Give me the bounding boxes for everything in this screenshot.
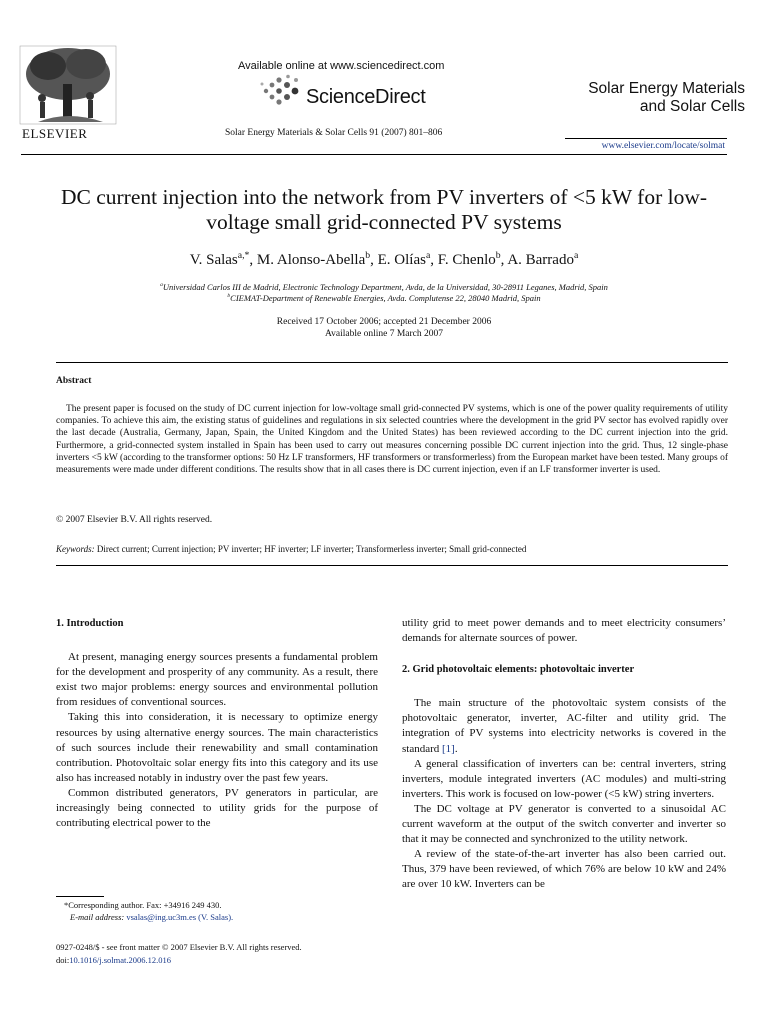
affiliations bbox=[30, 282, 738, 304]
affiliation-a: $^a$Universidad Carlos III de Madrid, Electronic Technology Department, Avda, de la Universidad, 30-28911 Leganes, Madrid, Spain bbox=[160, 282, 608, 292]
sciencedirect-wordmark: ScienceDirect bbox=[306, 86, 426, 108]
author[interactable]: E. Olías$^a$ bbox=[377, 250, 431, 268]
journal-citation: Solar Energy Materials & Solar Cells 91 (2007) 801–806 bbox=[225, 128, 443, 138]
divider bbox=[565, 138, 727, 139]
copyright-notice: © 2007 Elsevier B.V. All rights reserved. bbox=[56, 515, 213, 525]
journal-title-line2: and Solar Cells bbox=[639, 98, 745, 115]
sciencedirect-dots-icon bbox=[258, 74, 306, 108]
paragraph: The DC voltage at PV generator is converted to a sinusoidal AC current waveform at the output of the switch converter and inverter so that it may be connected and synchronized to the utility network. bbox=[402, 802, 726, 846]
section-heading-grid-pv: 2. Grid photovoltaic elements: photovoltaic inverter bbox=[402, 664, 635, 676]
elsevier-tree-logo bbox=[18, 44, 118, 126]
paragraph: Common distributed generators, PV generators in particular, are increasingly being connected to utility grids for the purpose of contributing electrical power to the bbox=[56, 786, 378, 830]
available-online-text: Available online at www.sciencedirect.com bbox=[238, 60, 445, 72]
article-title: DC current injection into the network from PV inverters of <5 kW for low-voltage small grid-connected PV systems bbox=[60, 185, 708, 234]
bottom-matter bbox=[56, 941, 302, 967]
section-heading-introduction: 1. Introduction bbox=[56, 618, 124, 629]
author[interactable]: A. Barrado$^a$ bbox=[507, 250, 579, 268]
journal-title-line1: Solar Energy Materials bbox=[588, 80, 745, 97]
received-date: Received 17 October 2006; accepted 21 December 2006 bbox=[276, 317, 492, 327]
keywords-label: Keywords: bbox=[56, 544, 95, 554]
journal-title bbox=[555, 80, 745, 116]
left-column bbox=[56, 616, 378, 831]
publisher-name: ELSEVIER bbox=[22, 126, 88, 141]
abstract-bottom-rule bbox=[56, 565, 728, 566]
paragraph: Taking this into consideration, it is necessary to optimize energy resources by using alternative energy sources. The main characteristics of such sources include their renewability and small contamination contribution. Photovoltaic solar energy fits into this category and its use also has increased notably in industry over the past few years. bbox=[56, 711, 378, 784]
citation-link[interactable]: [1] bbox=[442, 742, 455, 755]
affiliation-b: $^b$CIEMAT-Department of Renewable Energies, Avda. Complutense 22, 28040 Madrid, Spain bbox=[227, 293, 541, 303]
email-link[interactable]: vsalas@ing.uc3m.es (V. Salas). bbox=[126, 912, 234, 922]
abstract-top-rule bbox=[56, 362, 728, 363]
footnote-rule bbox=[56, 896, 104, 897]
footnote bbox=[56, 899, 233, 923]
abstract-body: The present paper is focused on the study of DC current injection for low-voltage small grid-connected PV systems, which is one of the power quality requirements of utility companies. To achieve this aim, the existing status of guidelines and regulations in six selected countries where the development in the grid PV sector has evolved rapidly over the last decade (Australia, Germany, Japan, Spain, the United Kingdom and the United States) has been reviewed according to the DC current injection into the grid. Furthermore, a grid-connected system installed in Spain has been used to carry out measures concerning possible DC current injection into the grid. Thus, 12 single-phase inverters <5 kW (according to the transformer options: 50 Hz LF transformers, HF transformers or transformerless) from the European market have been tested. Many groups of measurements were made under different conditions. The results show that in all cases there is DC current injection, even if an LF transformer inverter is used. bbox=[56, 404, 728, 476]
author-list: V. Salas$^{a,*}$, M. Alonso-Abella$^b$, E. Olías$^a$, F. Chenlo$^b$, A. Barrado$^a$ bbox=[189, 250, 579, 268]
author[interactable]: V. Salas$^{a,*}$ bbox=[189, 250, 250, 268]
paragraph: At present, managing energy sources presents a fundamental problem for the development and prosperity of any community. As a result, there exist two major problems: energy sources and environmental pollution from residues of conventional sources. bbox=[56, 651, 378, 709]
journal-url-link[interactable]: www.elsevier.com/locate/solmat bbox=[601, 141, 725, 151]
paragraph: The main structure of the photovoltaic system consists of the photovoltaic generator, inverter, AC-filter and utility grid. The integration of PV systems into electricity networks is covered in the standard [1]. bbox=[402, 697, 726, 755]
issn-line: 0927-0248/$ - see front matter © 2007 Elsevier B.V. All rights reserved. bbox=[56, 942, 302, 952]
email-note: E-mail address: vsalas@ing.uc3m.es (V. Salas). bbox=[70, 912, 234, 922]
author[interactable]: F. Chenlo$^b$ bbox=[437, 250, 501, 268]
paragraph: utility grid to meet power demands and to meet electricity consumers’ demands for alternate sources of power. bbox=[402, 617, 726, 645]
paragraph: A general classification of inverters can be: central inverters, string inverters, module integrated inverters (AC modules) and multi-string inverters. This work is focused on low-power (<5 kW) string inverters. bbox=[402, 757, 726, 800]
corresponding-author-note: *Corresponding author. Fax: +34916 249 430. bbox=[64, 900, 222, 910]
keywords bbox=[56, 544, 728, 554]
keywords-list: Direct current; Current injection; PV inverter; HF inverter; LF inverter; Transformerless inverter; Small grid-connected bbox=[96, 544, 527, 554]
header-divider bbox=[21, 154, 727, 155]
available-date: Available online 7 March 2007 bbox=[324, 329, 443, 339]
abstract-heading: Abstract bbox=[56, 376, 92, 386]
right-column bbox=[402, 616, 726, 893]
doi-line: doi:10.1016/j.solmat.2006.12.016 bbox=[56, 955, 171, 965]
paragraph: A review of the state-of-the-art inverter has also been carried out. Thus, 379 have been reviewed, of which 76% are below 10 kW and 24% are over 10 kW. Inverters can be bbox=[402, 848, 726, 891]
author[interactable]: M. Alonso-Abella$^b$ bbox=[256, 250, 371, 268]
doi-link[interactable]: 10.1016/j.solmat.2006.12.016 bbox=[69, 955, 171, 965]
article-dates bbox=[30, 316, 738, 340]
